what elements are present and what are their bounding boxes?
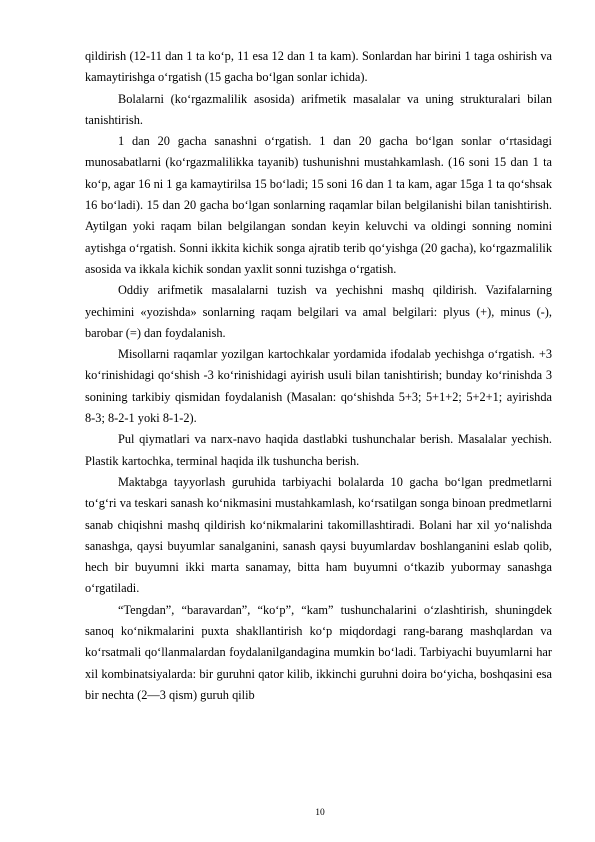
paragraph-arithmetic-problems: Bolalarni (ko‘rgazmalilik asosida) arifmetik masalalar va uning strukturalari bilan tanishtirish. <box>85 91 552 127</box>
paragraph-continuation: qildirish (12-11 dan 1 ta ko‘p, 11 esa 12 dan 1 ta kam). Sonlardan har birini 1 taga oshirish va kamaytirishga o‘rgatish (15 gacha bo‘lgan sonlar ichida). <box>85 49 552 85</box>
paragraph-money-values: Pul qiymatlari va narx-navo haqida dastlabki tushunchalar berish. Masalalar yechish. Plastik kartochka, terminal haqida ilk tushuncha berish. <box>85 432 552 468</box>
paragraph-simple-problems: Oddiy arifmetik masalalarni tuzish va yechishni mashq qildirish. Vazifalarning yechimini «yozishda» sonlarning raqam belgilari va amal belgilari: plyus (+), minus (-), barobar (=) dan foydalanish. <box>85 283 552 340</box>
paragraph-school-preparation: Maktabga tayyorlash guruhida tarbiyachi bolalarda 10 gacha bo‘lgan predmetlarni to‘g‘ri va teskari sanash ko‘nikmasini mustahkamlash, ko‘rsatilgan songa binoan predmetlarni sanab chiqishni mashq qildirish ko‘nikmalarini takomillashtiradi. Bolani har xil yo‘nalishda sanashga, qaysi buyumlar sanalganini, sanash qaysi buyumlardav boshlanganini eslab qolib, hech bir buyumni ikki marta sanamay, bitta ham buyumni o‘tkazib yubormay sanashga o‘rgatiladi. <box>85 474 552 596</box>
page-number: 10 <box>315 808 325 818</box>
paragraph-examples-cards: Misollarni raqamlar yozilgan kartochkalar yordamida ifodalab yechishga o‘rgatish. +3 ko‘rinishidagi qo‘shish -3 ko‘rinishidagi ayirish usuli bilan tanishtirish; bunday ko‘rinishda 3 sonining tarkibiy qismidan foydalanish (Masalan: qo‘shishda 5+3; 5+1+2; 5+2+1; ayirishda 8-3; 8-2-1 yoki 8-1-2). <box>85 347 552 426</box>
paragraph-concepts: “Tengdan”, “baravardan”, “ko‘p”, “kam” tushunchalarini o‘zlashtirish, shuningdek sanoq ko‘nikmalarini puxta shakllantirish ko‘p miqdordagi rang-barang mashqlardan va ko‘rsatmali qo‘llanmalardan foydalanilgandagina mumkin bo‘ladi. Tarbiyachi buyumlarni har xil kombinatsiyalarda: bir guruhni qator kilib, ikkinchi guruhni doira bo‘yicha, boshqasini esa bir nechta (2—3 qism) guruh qilib <box>85 602 552 702</box>
body-text <box>85 46 552 706</box>
paragraph-counting-to-20: 1 dan 20 gacha sanashni o‘rgatish. 1 dan 20 gacha bo‘lgan sonlar o‘rtasidagi munosabatlarni (ko‘rgazmalilikka tayanib) tushunishni mustahkamlash. (16 soni 15 dan 1 ta ko‘p, agar 16 ni 1 ga kamaytirilsa 15 bo‘ladi; 15 soni 16 dan 1 ta kam, agar 15ga 1 ta qo‘shsak 16 bo‘ladi). 15 dan 20 gacha bo‘lgan sonlarning raqamlar bilan belgilanishi bilan tanishtirish. Aytilgan yoki raqam bilan belgilangan sondan keyin keluvchi va oldingi sonning nomini aytishga o‘rgatish. Sonni ikkita kichik songa ajratib terib qo‘yishga (20 gacha), ko‘rgazmalilik asosida va ikkala kichik sondan yaxlit sonni tuzishga o‘rgatish. <box>85 134 552 276</box>
